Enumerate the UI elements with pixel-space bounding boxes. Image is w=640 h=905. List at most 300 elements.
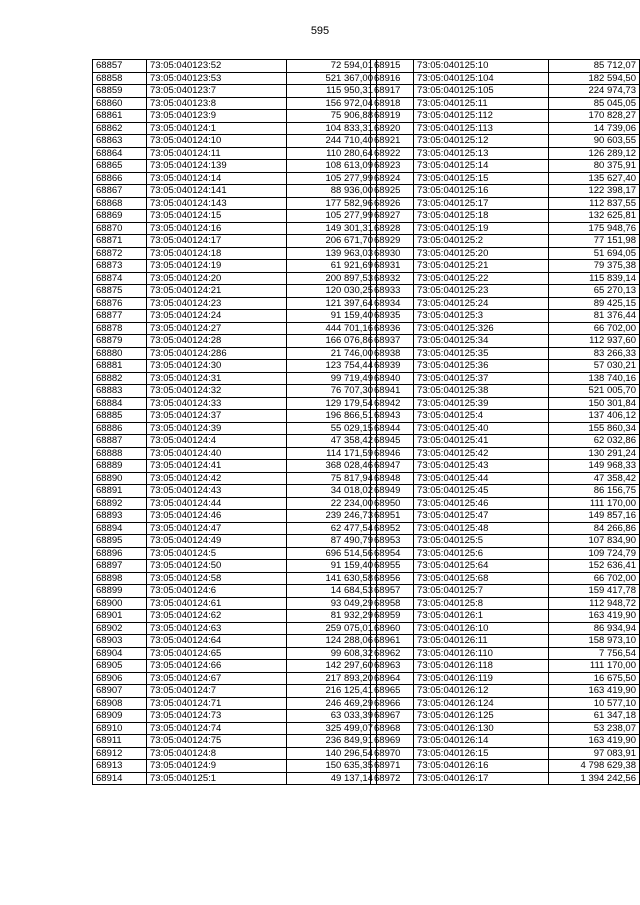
table-row (371, 747, 640, 760)
table-row (371, 397, 640, 410)
value-cell: 22 234,00 (287, 497, 377, 510)
cadastral-number-cell: 73:05:040126:11 (414, 635, 549, 648)
value-cell: 55 029,15 (287, 422, 377, 435)
value-cell: 85 712,07 (548, 60, 639, 73)
value-cell: 14 684,53 (287, 585, 377, 598)
value-cell: 135 627,40 (548, 172, 639, 185)
table-row (371, 760, 640, 773)
cadastral-number-cell: 73:05:040125:34 (414, 335, 549, 348)
table-row (371, 210, 640, 223)
table-row (93, 497, 377, 510)
value-cell: 158 973,10 (548, 635, 639, 648)
table-row (371, 572, 640, 585)
value-cell: 444 701,16 (287, 322, 377, 335)
table-row (371, 172, 640, 185)
row-number-cell: 68945 (371, 435, 414, 448)
value-cell: 140 296,54 (287, 747, 377, 760)
table-row (371, 685, 640, 698)
table-row (371, 522, 640, 535)
cadastral-number-cell: 73:05:040124:1 (147, 122, 287, 135)
cadastral-number-cell: 73:05:040124:143 (147, 197, 287, 210)
row-number-cell: 68907 (93, 685, 147, 698)
value-cell: 246 469,29 (287, 697, 377, 710)
cadastral-number-cell: 73:05:040123:7 (147, 85, 287, 98)
row-number-cell: 68957 (371, 585, 414, 598)
row-number-cell: 68891 (93, 485, 147, 498)
cadastral-number-cell: 73:05:040124:75 (147, 735, 287, 748)
row-number-cell: 68919 (371, 110, 414, 123)
value-cell: 21 746,00 (287, 347, 377, 360)
cadastral-number-cell: 73:05:040125:42 (414, 447, 549, 460)
row-number-cell: 68969 (371, 735, 414, 748)
value-cell: 81 376,44 (548, 310, 639, 323)
value-cell: 84 266,86 (548, 522, 639, 535)
cadastral-number-cell: 73:05:040125:36 (414, 360, 549, 373)
cadastral-number-cell: 73:05:040124:21 (147, 285, 287, 298)
cadastral-number-cell: 73:05:040125:3 (414, 310, 549, 323)
table-row (93, 372, 377, 385)
value-cell: 88 936,00 (287, 185, 377, 198)
cadastral-number-cell: 73:05:040125:2 (414, 235, 549, 248)
value-cell: 61 347,18 (548, 710, 639, 723)
row-number-cell: 68880 (93, 347, 147, 360)
value-cell: 368 028,46 (287, 460, 377, 473)
table-row (371, 535, 640, 548)
table-row (93, 297, 377, 310)
table-row (93, 122, 377, 135)
row-number-cell: 68964 (371, 672, 414, 685)
value-cell: 75 906,88 (287, 110, 377, 123)
cadastral-number-cell: 73:05:040124:65 (147, 647, 287, 660)
value-cell: 65 270,13 (548, 285, 639, 298)
cadastral-number-cell: 73:05:040126:12 (414, 685, 549, 698)
row-number-cell: 68869 (93, 210, 147, 223)
cadastral-number-cell: 73:05:040125:12 (414, 135, 549, 148)
value-cell: 115 839,14 (548, 272, 639, 285)
table-row (93, 610, 377, 623)
table-row (93, 585, 377, 598)
row-number-cell: 68965 (371, 685, 414, 698)
row-number-cell: 68921 (371, 135, 414, 148)
table-row (371, 597, 640, 610)
row-number-cell: 68864 (93, 147, 147, 160)
cadastral-number-cell: 73:05:040124:14 (147, 172, 287, 185)
table-row (93, 160, 377, 173)
cadastral-number-cell: 73:05:040125:48 (414, 522, 549, 535)
table-row (93, 672, 377, 685)
table-row (93, 72, 377, 85)
row-number-cell: 68898 (93, 572, 147, 585)
row-number-cell: 68877 (93, 310, 147, 323)
row-number-cell: 68959 (371, 610, 414, 623)
value-cell: 159 417,78 (548, 585, 639, 598)
value-cell: 86 156,75 (548, 485, 639, 498)
cadastral-number-cell: 73:05:040124:7 (147, 685, 287, 698)
row-number-cell: 68886 (93, 422, 147, 435)
table-row (93, 197, 377, 210)
row-number-cell: 68932 (371, 272, 414, 285)
cadastral-number-cell: 73:05:040124:46 (147, 510, 287, 523)
row-number-cell: 68901 (93, 610, 147, 623)
row-number-cell: 68933 (371, 285, 414, 298)
value-cell: 177 582,96 (287, 197, 377, 210)
cadastral-number-cell: 73:05:040125:64 (414, 560, 549, 573)
cadastral-number-cell: 73:05:040125:7 (414, 585, 549, 598)
cadastral-number-cell: 73:05:040126:110 (414, 647, 549, 660)
row-number-cell: 68923 (371, 160, 414, 173)
left-table (92, 59, 377, 785)
table-row (371, 447, 640, 460)
cadastral-number-cell: 73:05:040126:118 (414, 660, 549, 673)
value-cell: 325 499,07 (287, 722, 377, 735)
table-row (93, 510, 377, 523)
table-row (93, 85, 377, 98)
value-cell: 163 419,90 (548, 610, 639, 623)
table-row (371, 60, 640, 73)
table-row (371, 85, 640, 98)
value-cell: 244 710,40 (287, 135, 377, 148)
value-cell: 99 608,32 (287, 647, 377, 660)
row-number-cell: 68951 (371, 510, 414, 523)
cadastral-number-cell: 73:05:040124:4 (147, 435, 287, 448)
table-row (371, 610, 640, 623)
value-cell: 155 860,34 (548, 422, 639, 435)
cadastral-number-cell: 73:05:040125:16 (414, 185, 549, 198)
value-cell: 105 277,99 (287, 172, 377, 185)
cadastral-number-cell: 73:05:040125:104 (414, 72, 549, 85)
table-row (371, 222, 640, 235)
value-cell: 112 837,55 (548, 197, 639, 210)
row-number-cell: 68953 (371, 535, 414, 548)
value-cell: 63 033,39 (287, 710, 377, 723)
table-row (371, 672, 640, 685)
table-row (93, 272, 377, 285)
table-row (93, 410, 377, 423)
cadastral-number-cell: 73:05:040124:9 (147, 760, 287, 773)
value-cell: 108 613,09 (287, 160, 377, 173)
value-cell: 149 857,16 (548, 510, 639, 523)
row-number-cell: 68918 (371, 97, 414, 110)
cadastral-number-cell: 73:05:040126:119 (414, 672, 549, 685)
row-number-cell: 68938 (371, 347, 414, 360)
row-number-cell: 68893 (93, 510, 147, 523)
cadastral-number-cell: 73:05:040124:33 (147, 397, 287, 410)
cadastral-number-cell: 73:05:040124:31 (147, 372, 287, 385)
table-row (93, 635, 377, 648)
cadastral-number-cell: 73:05:040125:326 (414, 322, 549, 335)
table-row (371, 547, 640, 560)
cadastral-number-cell: 73:05:040125:6 (414, 547, 549, 560)
table-row (93, 347, 377, 360)
value-cell: 224 974,73 (548, 85, 639, 98)
row-number-cell: 68890 (93, 472, 147, 485)
cadastral-number-cell: 73:05:040123:9 (147, 110, 287, 123)
value-cell: 200 897,53 (287, 272, 377, 285)
table-row (93, 522, 377, 535)
value-cell: 57 030,21 (548, 360, 639, 373)
cadastral-number-cell: 73:05:040124:16 (147, 222, 287, 235)
value-cell: 62 032,86 (548, 435, 639, 448)
table-row (371, 147, 640, 160)
value-cell: 129 179,54 (287, 397, 377, 410)
value-cell: 132 625,81 (548, 210, 639, 223)
cadastral-number-cell: 73:05:040124:30 (147, 360, 287, 373)
value-cell: 10 577,10 (548, 697, 639, 710)
cadastral-number-cell: 73:05:040124:47 (147, 522, 287, 535)
cadastral-number-cell: 73:05:040125:23 (414, 285, 549, 298)
value-cell: 49 137,14 (287, 772, 377, 785)
value-cell: 149 301,31 (287, 222, 377, 235)
table-row (371, 722, 640, 735)
value-cell: 79 375,38 (548, 260, 639, 273)
table-row (371, 622, 640, 635)
cadastral-number-cell: 73:05:040126:125 (414, 710, 549, 723)
row-number-cell: 68889 (93, 460, 147, 473)
row-number-cell: 68879 (93, 335, 147, 348)
value-cell: 34 018,02 (287, 485, 377, 498)
row-number-cell: 68902 (93, 622, 147, 635)
table-row (93, 472, 377, 485)
value-cell: 83 266,33 (548, 347, 639, 360)
cadastral-number-cell: 73:05:040124:61 (147, 597, 287, 610)
value-cell: 105 277,99 (287, 210, 377, 223)
table-row (93, 760, 377, 773)
value-cell: 47 358,42 (548, 472, 639, 485)
value-cell: 91 159,40 (287, 560, 377, 573)
cadastral-number-cell: 73:05:040125:18 (414, 210, 549, 223)
table-row (93, 335, 377, 348)
row-number-cell: 68940 (371, 372, 414, 385)
value-cell: 216 125,41 (287, 685, 377, 698)
table-row (371, 660, 640, 673)
table-row (371, 510, 640, 523)
cadastral-number-cell: 73:05:040125:35 (414, 347, 549, 360)
value-cell: 175 948,76 (548, 222, 639, 235)
cadastral-number-cell: 73:05:040125:5 (414, 535, 549, 548)
row-number-cell: 68900 (93, 597, 147, 610)
cadastral-number-cell: 73:05:040124:286 (147, 347, 287, 360)
cadastral-number-cell: 73:05:040125:17 (414, 197, 549, 210)
value-cell: 109 724,79 (548, 547, 639, 560)
value-cell: 51 694,05 (548, 247, 639, 260)
row-number-cell: 68948 (371, 472, 414, 485)
cadastral-number-cell: 73:05:040124:58 (147, 572, 287, 585)
table-row (371, 247, 640, 260)
row-number-cell: 68947 (371, 460, 414, 473)
row-number-cell: 68865 (93, 160, 147, 173)
table-row (371, 585, 640, 598)
cadastral-number-cell: 73:05:040125:113 (414, 122, 549, 135)
value-cell: 152 636,41 (548, 560, 639, 573)
table-row (93, 247, 377, 260)
value-cell: 111 170,00 (548, 497, 639, 510)
cadastral-number-cell: 73:05:040124:44 (147, 497, 287, 510)
table-row (93, 285, 377, 298)
value-cell: 124 288,06 (287, 635, 377, 648)
cadastral-number-cell: 73:05:040125:19 (414, 222, 549, 235)
row-number-cell: 68971 (371, 760, 414, 773)
row-number-cell: 68913 (93, 760, 147, 773)
table-row (371, 122, 640, 135)
table-row (371, 335, 640, 348)
table-row (371, 360, 640, 373)
cadastral-number-cell: 73:05:040125:40 (414, 422, 549, 435)
table-row (371, 735, 640, 748)
value-cell: 182 594,50 (548, 72, 639, 85)
cadastral-number-cell: 73:05:040124:11 (147, 147, 287, 160)
value-cell: 163 419,90 (548, 735, 639, 748)
value-cell: 150 635,35 (287, 760, 377, 773)
table-row (371, 410, 640, 423)
table-row (93, 722, 377, 735)
value-cell: 76 707,30 (287, 385, 377, 398)
row-number-cell: 68928 (371, 222, 414, 235)
value-cell: 156 972,04 (287, 97, 377, 110)
table-row (93, 185, 377, 198)
cadastral-number-cell: 73:05:040125:43 (414, 460, 549, 473)
table-row (93, 172, 377, 185)
row-number-cell: 68926 (371, 197, 414, 210)
table-row (93, 385, 377, 398)
cadastral-number-cell: 73:05:040125:39 (414, 397, 549, 410)
row-number-cell: 68860 (93, 97, 147, 110)
table-row (371, 322, 640, 335)
row-number-cell: 68970 (371, 747, 414, 760)
value-cell: 115 950,31 (287, 85, 377, 98)
value-cell: 104 833,31 (287, 122, 377, 135)
row-number-cell: 68917 (371, 85, 414, 98)
right-table (370, 59, 640, 785)
table-row (93, 135, 377, 148)
value-cell: 81 932,29 (287, 610, 377, 623)
table-row (93, 685, 377, 698)
value-cell: 170 828,27 (548, 110, 639, 123)
value-cell: 72 594,01 (287, 60, 377, 73)
row-number-cell: 68887 (93, 435, 147, 448)
cadastral-number-cell: 73:05:040126:14 (414, 735, 549, 748)
value-cell: 14 739,06 (548, 122, 639, 135)
table-row (93, 485, 377, 498)
row-number-cell: 68871 (93, 235, 147, 248)
value-cell: 123 754,44 (287, 360, 377, 373)
row-number-cell: 68910 (93, 722, 147, 735)
cadastral-number-cell: 73:05:040124:67 (147, 672, 287, 685)
table-row (93, 435, 377, 448)
value-cell: 114 171,59 (287, 447, 377, 460)
row-number-cell: 68943 (371, 410, 414, 423)
row-number-cell: 68966 (371, 697, 414, 710)
cadastral-number-cell: 73:05:040124:18 (147, 247, 287, 260)
table-row (371, 185, 640, 198)
value-cell: 120 030,25 (287, 285, 377, 298)
row-number-cell: 68863 (93, 135, 147, 148)
value-cell: 239 246,73 (287, 510, 377, 523)
row-number-cell: 68905 (93, 660, 147, 673)
table-row (93, 110, 377, 123)
row-number-cell: 68867 (93, 185, 147, 198)
table-row (371, 460, 640, 473)
cadastral-number-cell: 73:05:040124:64 (147, 635, 287, 648)
value-cell: 93 049,29 (287, 597, 377, 610)
cadastral-number-cell: 73:05:040124:41 (147, 460, 287, 473)
cadastral-number-cell: 73:05:040124:42 (147, 472, 287, 485)
table-row (371, 297, 640, 310)
cadastral-number-cell: 73:05:040126:130 (414, 722, 549, 735)
row-number-cell: 68944 (371, 422, 414, 435)
row-number-cell: 68859 (93, 85, 147, 98)
table-row (93, 260, 377, 273)
row-number-cell: 68897 (93, 560, 147, 573)
value-cell: 236 849,91 (287, 735, 377, 748)
cadastral-number-cell: 73:05:040124:73 (147, 710, 287, 723)
cadastral-number-cell: 73:05:040125:14 (414, 160, 549, 173)
table-row (93, 360, 377, 373)
row-number-cell: 68961 (371, 635, 414, 648)
row-number-cell: 68874 (93, 272, 147, 285)
table-row (93, 397, 377, 410)
row-number-cell: 68915 (371, 60, 414, 73)
cadastral-number-cell: 73:05:040125:45 (414, 485, 549, 498)
row-number-cell: 68935 (371, 310, 414, 323)
row-number-cell: 68955 (371, 560, 414, 573)
cadastral-number-cell: 73:05:040124:24 (147, 310, 287, 323)
value-cell: 112 948,72 (548, 597, 639, 610)
cadastral-number-cell: 73:05:040124:43 (147, 485, 287, 498)
cadastral-number-cell: 73:05:040125:41 (414, 435, 549, 448)
row-number-cell: 68882 (93, 372, 147, 385)
value-cell: 163 419,90 (548, 685, 639, 698)
row-number-cell: 68914 (93, 772, 147, 785)
row-number-cell: 68941 (371, 385, 414, 398)
row-number-cell: 68962 (371, 647, 414, 660)
table-row (371, 310, 640, 323)
row-number-cell: 68858 (93, 72, 147, 85)
table-row (371, 485, 640, 498)
row-number-cell: 68873 (93, 260, 147, 273)
table-row (371, 160, 640, 173)
value-cell: 97 083,91 (548, 747, 639, 760)
table-row (371, 72, 640, 85)
value-cell: 126 289,12 (548, 147, 639, 160)
row-number-cell: 68883 (93, 385, 147, 398)
row-number-cell: 68911 (93, 735, 147, 748)
table-row (93, 235, 377, 248)
cadastral-number-cell: 73:05:040125:21 (414, 260, 549, 273)
row-number-cell: 68956 (371, 572, 414, 585)
cadastral-number-cell: 73:05:040124:17 (147, 235, 287, 248)
row-number-cell: 68925 (371, 185, 414, 198)
table-row (93, 310, 377, 323)
table-row (371, 97, 640, 110)
cadastral-number-cell: 73:05:040124:49 (147, 535, 287, 548)
table-row (93, 772, 377, 785)
row-number-cell: 68862 (93, 122, 147, 135)
row-number-cell: 68963 (371, 660, 414, 673)
value-cell: 217 893,20 (287, 672, 377, 685)
table-row (371, 385, 640, 398)
table-row (93, 460, 377, 473)
cadastral-number-cell: 73:05:040125:4 (414, 410, 549, 423)
value-cell: 206 671,70 (287, 235, 377, 248)
row-number-cell: 68952 (371, 522, 414, 535)
cadastral-number-cell: 73:05:040125:46 (414, 497, 549, 510)
table-row (371, 560, 640, 573)
row-number-cell: 68875 (93, 285, 147, 298)
cadastral-number-cell: 73:05:040124:71 (147, 697, 287, 710)
cadastral-number-cell: 73:05:040125:37 (414, 372, 549, 385)
cadastral-number-cell: 73:05:040126:10 (414, 622, 549, 635)
row-number-cell: 68949 (371, 485, 414, 498)
